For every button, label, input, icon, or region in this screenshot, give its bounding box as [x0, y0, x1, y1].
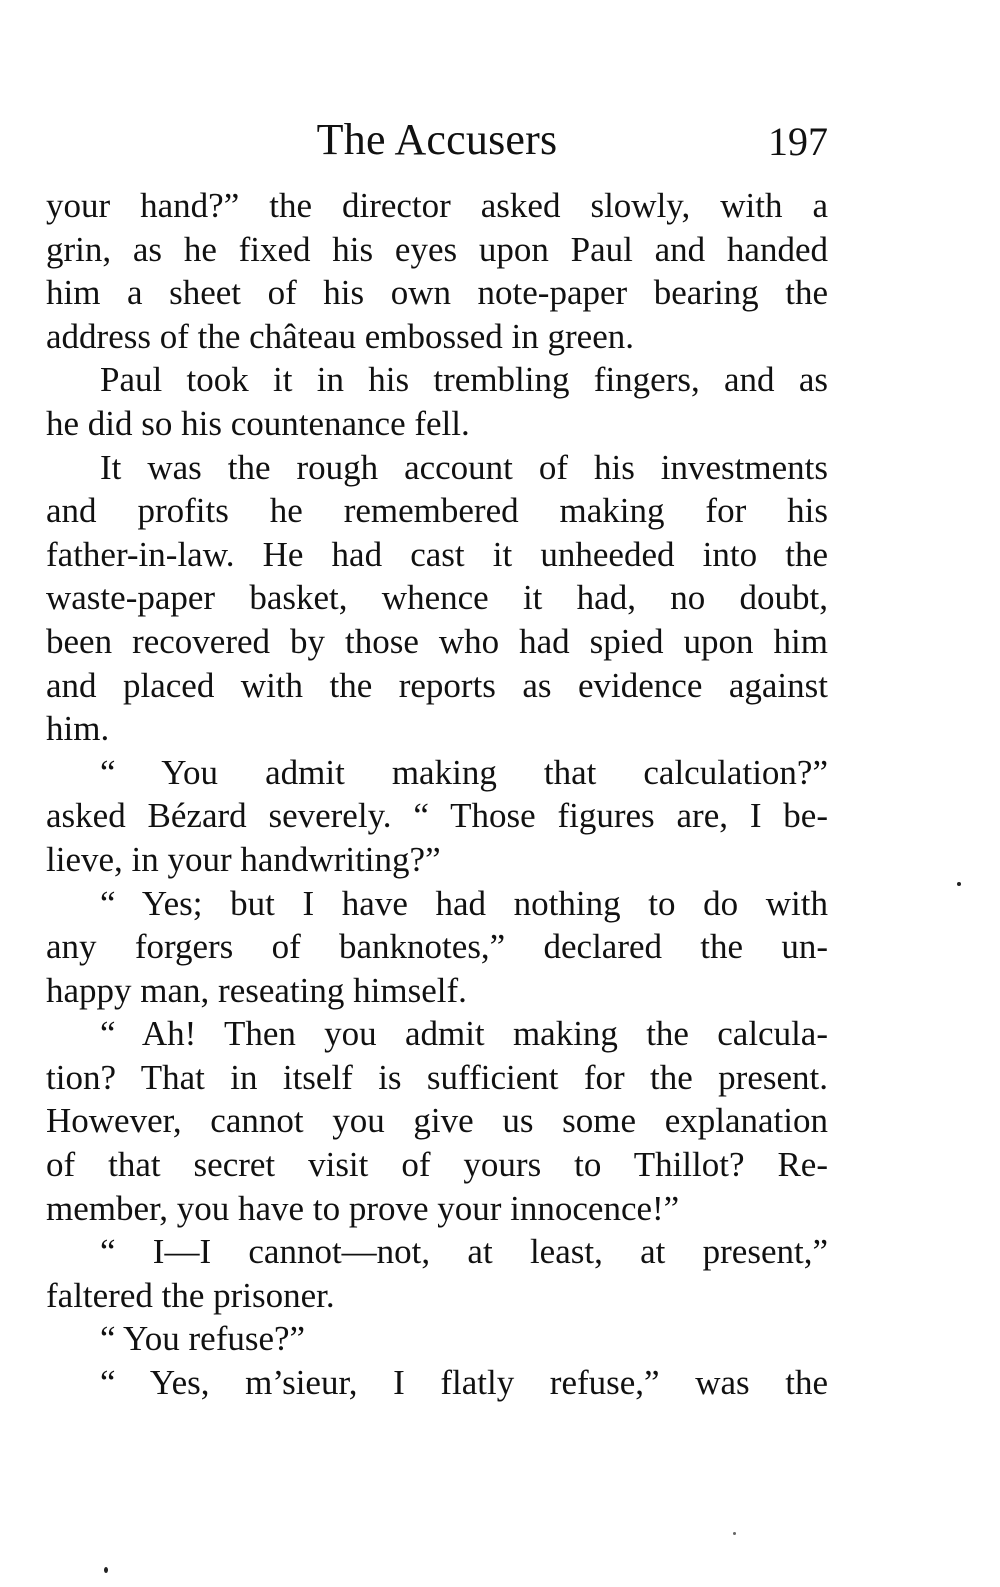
text-line: asked Bézard severely. “ Those figures are, I be- [46, 796, 828, 836]
scan-speck [733, 1532, 736, 1535]
text-line: and placed with the reports as evidence against [46, 665, 828, 705]
text-line: faltered the prisoner. [46, 1275, 335, 1315]
text-line: of that secret visit of yours to Thillot? Re- [46, 1145, 828, 1185]
text-line: “ I—I cannot—not, at least, at present,” [100, 1232, 828, 1272]
page-number: 197 [768, 119, 828, 164]
text-line: “ You refuse?” [100, 1319, 306, 1359]
text-line: “ Yes; but I have had nothing to do with [100, 883, 828, 923]
text-line: waste-paper basket, whence it had, no doubt, [46, 578, 828, 618]
running-title: The Accusers [316, 115, 558, 164]
text-line: Paul took it in his trembling fingers, and as [100, 360, 828, 400]
text-line: your hand?” the director asked slowly, with a [46, 186, 828, 225]
text-line: “ You admit making that calculation?” [100, 752, 828, 792]
text-line: However, cannot you give us some explanation [46, 1101, 828, 1141]
text-line: tion? That in itself is sufficient for the present. [46, 1057, 828, 1097]
text-line: “ Ah! Then you admit making the calcula- [100, 1014, 828, 1054]
body-text [46, 184, 828, 1405]
text-line: any forgers of banknotes,” declared the un- [46, 927, 828, 967]
running-head [46, 112, 828, 168]
text-line: happy man, reseating himself. [46, 970, 467, 1010]
text-line: been recovered by those who had spied upon him [46, 621, 828, 661]
text-line: and profits he remembered making for his [46, 491, 828, 531]
text-line: “ Yes, m’sieur, I flatly refuse,” was the [100, 1363, 828, 1403]
text-line: address of the château embossed in green. [46, 316, 634, 356]
text-line: him. [46, 709, 110, 749]
scan-speck [104, 1567, 108, 1573]
text-line: him a sheet of his own note-paper bearing the [46, 273, 828, 313]
text-line: father-in-law. He had cast it unheeded into the [46, 534, 828, 574]
text-line: grin, as he fixed his eyes upon Paul and handed [46, 229, 828, 269]
text-line: member, you have to prove your innocence!” [46, 1188, 680, 1228]
text-line: lieve, in your handwriting?” [46, 839, 441, 879]
text-line: he did so his countenance fell. [46, 403, 470, 443]
text-line: It was the rough account of his investments [100, 447, 828, 487]
scan-speck [957, 882, 961, 886]
